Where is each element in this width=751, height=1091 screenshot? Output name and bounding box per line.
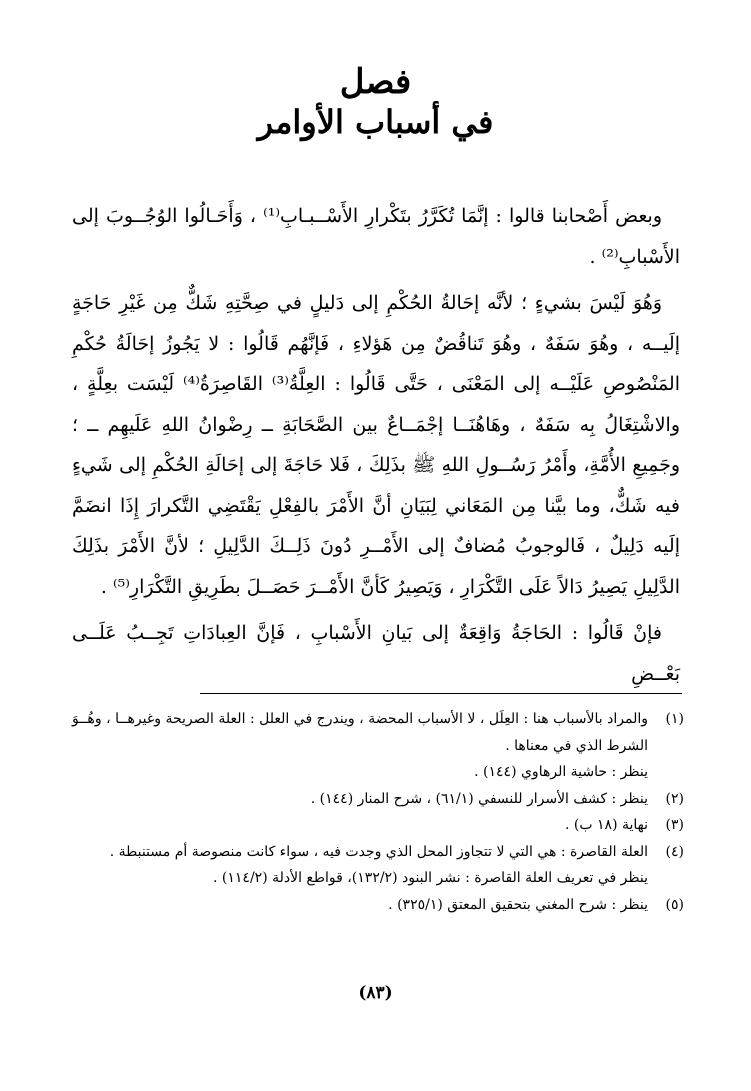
footnote-number: (٤): [665, 843, 684, 860]
footnote-continuation: ينظر : حاشية الرهاوي (١٤٤) .: [474, 764, 648, 780]
footnote-1: [72, 706, 684, 759]
footnote-2: [72, 786, 684, 813]
footnote-number: (١): [665, 711, 684, 727]
page-number: (٨٣): [358, 983, 393, 1003]
footnote-divider: [200, 693, 682, 694]
footnote-number: (٢): [665, 790, 684, 807]
footnotes: [72, 706, 684, 918]
footnote-number: (٥): [665, 896, 684, 913]
main-text: [72, 196, 680, 694]
chapter-heading: فصل: [339, 62, 412, 102]
paragraph-1: وبعض أَصْحابنا قالوا : إنَّمَا تُكَرَّرُ بتَكْرارِ الأَسْــبـابِ⁽¹⁾ ، وَأَحَـالُوا الوُجُــوبَ إلى الأَسْبابِ⁽²⁾ .: [72, 205, 680, 268]
footnote-text: نهاية (١٨ ب) .: [565, 817, 648, 833]
footnote-text: ينظر : كشف الأسرار للنسفي (٦١/١) ، شرح المنار (١٤٤) .: [310, 790, 648, 807]
footnote-5: [72, 892, 684, 919]
footnote-text: ينظر : شرح المغني بتحقيق المعتق (٣٢٥/١) .: [388, 896, 648, 913]
footnote-text: العلة القاصرة : هي التي لا تتجاوز المحل الذي وجدت فيه ، سواء كانت منصوصة أم مستنبطة .: [109, 843, 648, 860]
chapter-subheading: في أسباب الأوامر: [257, 103, 494, 141]
footnote-text: والمراد بالأسباب هنا : العِلَل ، لا الأسباب المحضة ، ويندرج في العلل : العلة الصريحة وغيرهــا ، وهُــوَ الشرط الذي في معناها .: [72, 711, 648, 754]
paragraph-2: وَهُوَ لَيْسَ بشيءٍ ؛ لأنَّه إحَالةُ الحُكْمِ إلى دَليلٍ في صِحَّتِهِ شَكٌّ مِن غَيْرِ حَاجَةٍ إلَيــه ، وهُوَ سَفَهٌ ، وهُوَ تَناقُضٌ مِن هَؤلاءِ ، فَإنَّهُم قَالُوا : لا يَجُوزُ إحَالَةُ حُكْمِ المَنْصُوصِ عَلَيْــه إلى المَعْنَى ، حَتَّى قَالُوا : العِلَّةُ⁽³⁾ القَاصِرَةُ⁽⁴⁾ لَيْسَت بعِلَّةٍ ، والاشْتِغَالُ بِه سَفَهٌ ، وهَاهُنَــا إجْمَــاعٌ بين الصَّحَابَةِ ــ رِضْوانُ اللهِ عَلَيهِم ــ ؛ وجَمِيعِ الأُمَّةِ، وأَمْرُ رَسُــولِ اللهِ ﷺ بذَلِكَ ، فَلا حَاجَةَ إلى إحَالَةِ الحُكْمِ إلى شَيءٍ فيه شَكٌّ، وما بيَّنا مِن المَعَاني لِبَيَانِ أنَّ الأَمْرَ بالفِعْلِ يَقْتَضِي التَّكرارَ إِذَا انضَمَّ إلَيه دَلِيلٌ ، فَالوجوبُ مُضافٌ إلى الأَمْــرِ دُونَ ذَلِــكَ الدَّلِيلِ ؛ لأنَّ الأَمْرَ بذَلِكَ الدَّلِيلِ يَصِيرُ دَالاً عَلَى التَّكْرَارِ ، وَيَصِيرُ كَأنَّ الأَمْــرَ حَصَــلَ بطَرِيقِ التَّكْرَارِ⁽⁵⁾ .: [72, 292, 681, 598]
footnote-number: (٣): [665, 817, 684, 833]
footnote-4: [72, 839, 684, 866]
footnote-3: [72, 812, 684, 839]
footnote-continuation: ينظر في تعريف العلة القاصرة : نشر البنود (١٣٢/٢)، قواطع الأدلة (١١٤/٢) .: [213, 870, 648, 886]
paragraph-3: فإنْ قَالُوا : الحَاجَةُ وَاقِعَةٌ إلى بَيانِ الأَسْبابِ ، فَإنَّ العِبادَاتِ تَجِــبُ عَلَــى بَعْــضِ: [72, 622, 680, 685]
